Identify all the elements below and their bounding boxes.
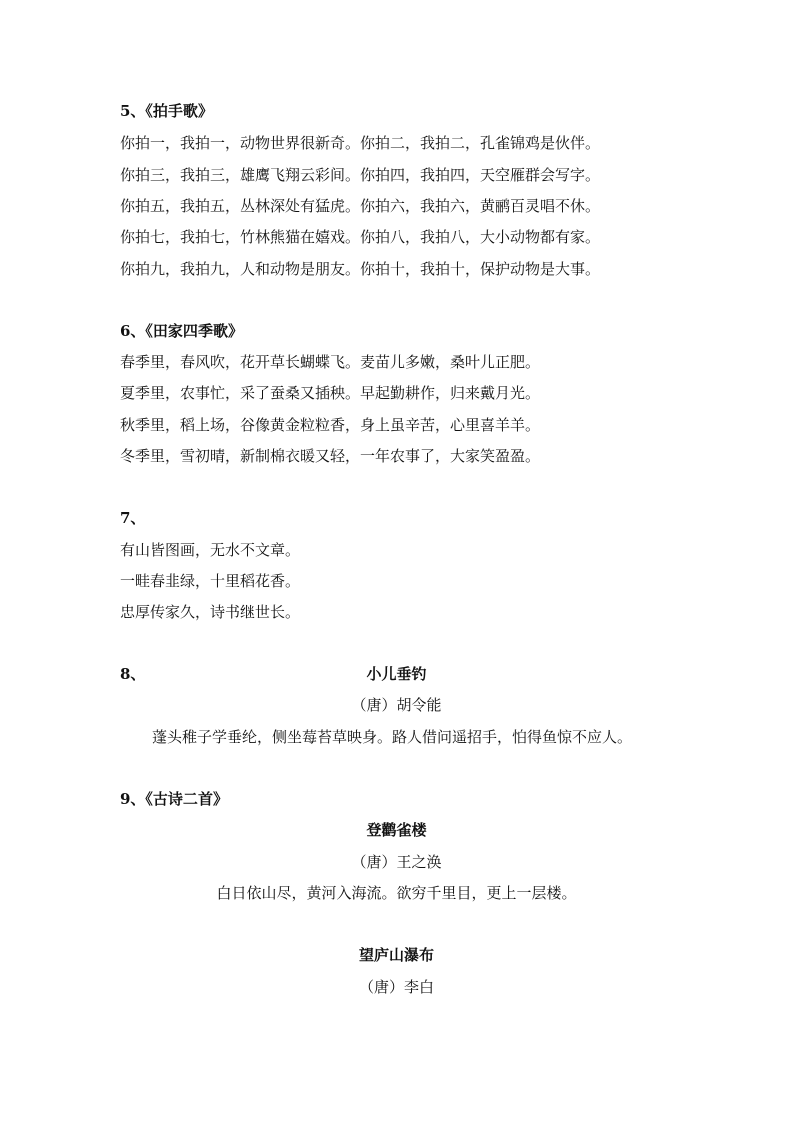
section-5-line-4: 你拍七，我拍七，竹林熊猫在嬉戏。你拍八，我拍八，大小动物都有家。	[120, 228, 601, 246]
section-8-number: 8、	[120, 665, 146, 683]
section-6-line-2: 夏季里，农事忙，采了蚕桑又插秧。早起勤耕作，归来戴月光。	[120, 384, 541, 402]
poem-text: 蓬头稚子学垂纶，侧坐莓苔草映身。路人借问遥招手，怕得鱼惊不应人。	[152, 728, 633, 746]
poem-title-xiaoer-chuidiao: 小儿垂钓	[366, 665, 427, 683]
section-7-line-2: 一畦春韭绿，十里稻花香。	[120, 572, 301, 590]
poem-author: （唐）李白	[358, 978, 434, 996]
poem-author: （唐）王之涣	[351, 853, 442, 871]
section-5-title: 5、《拍手歌》	[120, 102, 213, 120]
section-6-line-3: 秋季里，稻上场，谷像黄金粒粒香，身上虽辛苦，心里喜羊羊。	[120, 416, 541, 434]
section-5-line-2: 你拍三，我拍三，雄鹰飞翔云彩间。你拍四，我拍四，天空雁群会写字。	[120, 166, 601, 184]
section-6-line-4: 冬季里，雪初晴，新制棉衣暖又轻，一年农事了，大家笑盈盈。	[120, 447, 541, 465]
poem-title-wanglushan-pubu: 望庐山瀑布	[358, 946, 434, 964]
section-5-line-1: 你拍一，我拍一，动物世界很新奇。你拍二，我拍二，孔雀锦鸡是伙伴。	[120, 134, 601, 152]
section-7-line-1: 有山皆图画，无水不文章。	[120, 541, 301, 559]
poem-text: 白日依山尽，黄河入海流。欲穷千里目，更上一层楼。	[216, 884, 577, 902]
section-5-line-5: 你拍九，我拍九，人和动物是朋友。你拍十，我拍十，保护动物是大事。	[120, 260, 601, 278]
section-7-line-3: 忠厚传家久，诗书继世长。	[120, 603, 301, 621]
section-6-line-1: 春季里，春风吹，花开草长蝴蝶飞。麦苗儿多嫩，桑叶儿正肥。	[120, 353, 541, 371]
poem-author: （唐）胡令能	[351, 696, 442, 714]
section-7-title: 7、	[120, 509, 146, 527]
poem-title-denghuaquelou: 登鹳雀楼	[366, 821, 427, 839]
section-9-title: 9、《古诗二首》	[120, 790, 228, 808]
section-6-title: 6、《田家四季歌》	[120, 322, 243, 340]
section-5-line-3: 你拍五，我拍五，丛林深处有猛虎。你拍六，我拍六，黄鹂百灵唱不休。	[120, 197, 601, 215]
